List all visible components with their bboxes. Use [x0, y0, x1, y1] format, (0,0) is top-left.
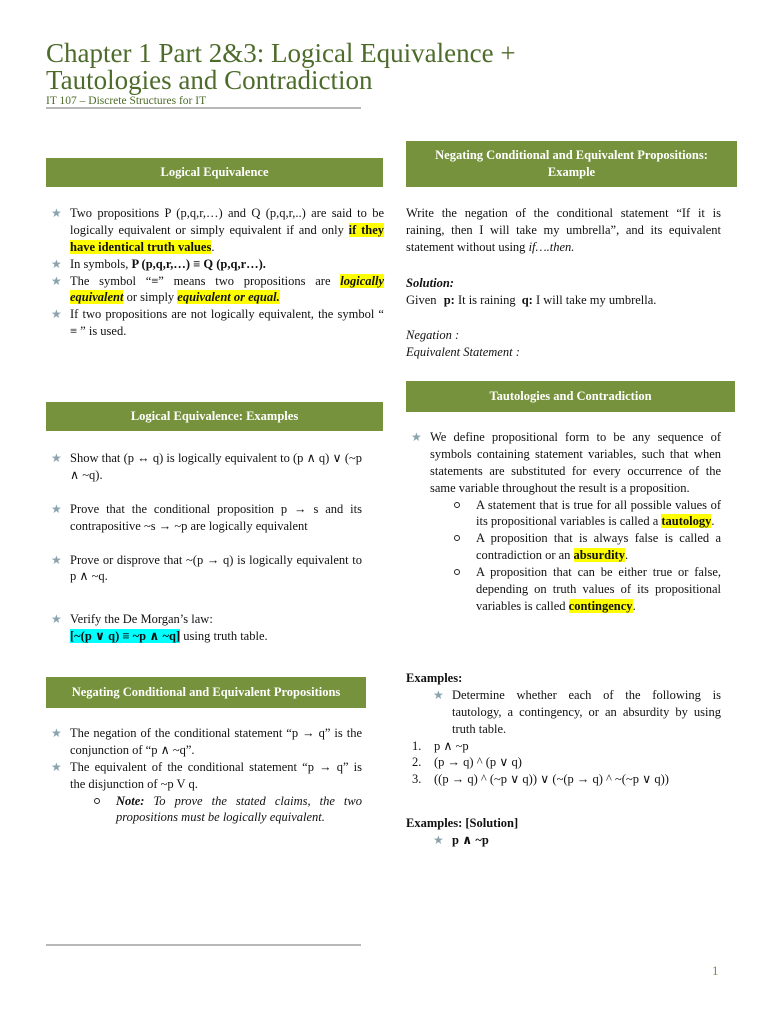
logical-equivalence-list: [51, 205, 384, 340]
example-item: 2. (p → q) ^ (p ∨ q): [412, 755, 522, 770]
footer-divider: [46, 944, 361, 946]
section-heading-negating-example: Negating Conditional and Equivalent Propositions: Example: [406, 141, 737, 187]
sub-list-item: A proposition that is always false is called a contradiction or an absurdity.: [454, 530, 721, 564]
sub-list-item: A statement that is true for all possible values of its propositional variables is called a tautology.: [454, 497, 721, 531]
list-item: ★ The symbol “≡” means two propositions are logically equivalent or simply equivalent or equal.: [51, 273, 384, 305]
title-line-2: Tautologies and Contradiction: [46, 65, 373, 95]
circle-bullet-icon: [454, 535, 460, 541]
circle-bullet-icon: [454, 569, 460, 575]
star-bullet-icon: ★: [51, 726, 62, 740]
list-item: ★ The negation of the conditional statement “p → q” is the conjunction of “p ∧ ~q”.: [51, 726, 362, 757]
star-bullet-icon: ★: [433, 687, 444, 702]
star-bullet-icon: ★: [51, 552, 62, 567]
equivalent-statement-label: Equivalent Statement :: [406, 344, 520, 359]
page-number: 1: [712, 963, 719, 978]
given-line: Given p: It is raining q: I will take my umbrella.: [406, 292, 657, 307]
title-line-1: Chapter 1 Part 2&3: Logical Equivalence +: [46, 38, 516, 68]
title-divider: [46, 107, 361, 109]
star-bullet-icon: ★: [411, 430, 422, 444]
examples-block: [406, 670, 726, 788]
list-item: ★ We define propositional form to be any sequence of symbols containing statement variables, such that when statements are substituted for every occurrence of the same variable throughout the result is a proposition.: [411, 430, 721, 495]
note-item: Note: To prove the stated claims, the two propositions must be logically equivalent.: [94, 793, 362, 827]
circle-bullet-icon: [94, 798, 100, 804]
page-title: [46, 40, 736, 94]
list-item: ★ In symbols, P (p,q,r,…) ≡ Q (p,q,r…).: [51, 256, 266, 271]
list-item: ★ Show that (p ↔ q) is logically equivalent to (p ∧ q) ∨ (~p ∧ ~q).: [51, 451, 362, 482]
examples-label: Examples:: [406, 671, 463, 685]
star-bullet-icon: ★: [51, 501, 62, 516]
solution-examples-block: [406, 815, 726, 849]
list-item: ★ Verify the De Morgan’s law: [~(p ∨ q) ≡ ~p ∧ ~q] using truth table.: [51, 612, 268, 644]
star-bullet-icon: ★: [51, 307, 62, 322]
star-bullet-icon: ★: [51, 256, 62, 271]
star-bullet-icon: ★: [51, 206, 62, 220]
section-heading-equivalence-examples: Logical Equivalence: Examples: [46, 402, 383, 431]
circle-bullet-icon: [454, 502, 460, 508]
star-bullet-icon: ★: [51, 273, 62, 288]
list-item: ★ If two propositions are not logically equivalent, the symbol “ ≡ ” is used.: [51, 307, 384, 339]
course-subtitle: IT 107 – Discrete Structures for IT: [46, 95, 207, 107]
tautologies-list: [411, 429, 721, 615]
star-bullet-icon: ★: [51, 451, 62, 465]
solution-label: Solution:: [406, 276, 454, 290]
list-item: ★ p ∧ ~p: [433, 832, 489, 847]
negating-example-intro: Write the negation of the conditional statement “If it is raining, then I will take my umbrella”, and its equivalent statement without using if….then.: [406, 206, 721, 254]
star-bullet-icon: ★: [51, 759, 62, 774]
list-item: ★ The equivalent of the conditional statement “p → q” is the disjunction of ~p V q.: [51, 759, 362, 791]
section-heading-logical-equivalence: Logical Equivalence: [46, 158, 383, 187]
section-heading-negating-conditional: Negating Conditional and Equivalent Propositions: [46, 677, 366, 708]
solution-block: [406, 275, 726, 361]
example-item: 1. p ∧ ~p: [412, 738, 469, 753]
list-item: ★ Determine whether each of the following is tautology, a contingency, or an absurdity by using truth table.: [433, 687, 721, 736]
solution-examples-label: Examples: [Solution]: [406, 816, 519, 830]
list-item: ★ Prove or disprove that ~(p → q) is logically equivalent to p ∧ ~q.: [51, 552, 362, 584]
example-item: 3. ((p → q) ^ (~p ∨ q)) ∨ (~(p → q) ^ ~(~p ∨ q)): [412, 772, 669, 787]
sub-list-item: A proposition that can be either true or false, depending on truth values of its propositional variables is called contingency.: [454, 564, 721, 615]
negating-conditional-list: [51, 725, 362, 826]
star-bullet-icon: ★: [433, 832, 444, 847]
list-item: ★ Prove that the conditional proposition p → s and its contrapositive ~s → ~p are logically equivalent: [51, 501, 362, 533]
list-item: ★ Two propositions P (p,q,r,…) and Q (p,q,r,..) are said to be logically equivalent or simply equivalent if and only if they have identical truth values.: [51, 206, 384, 254]
equivalence-examples-list: [51, 450, 362, 645]
section-heading-tautologies: Tautologies and Contradiction: [406, 381, 735, 412]
star-bullet-icon: ★: [51, 612, 62, 627]
negation-label: Negation :: [406, 327, 460, 342]
